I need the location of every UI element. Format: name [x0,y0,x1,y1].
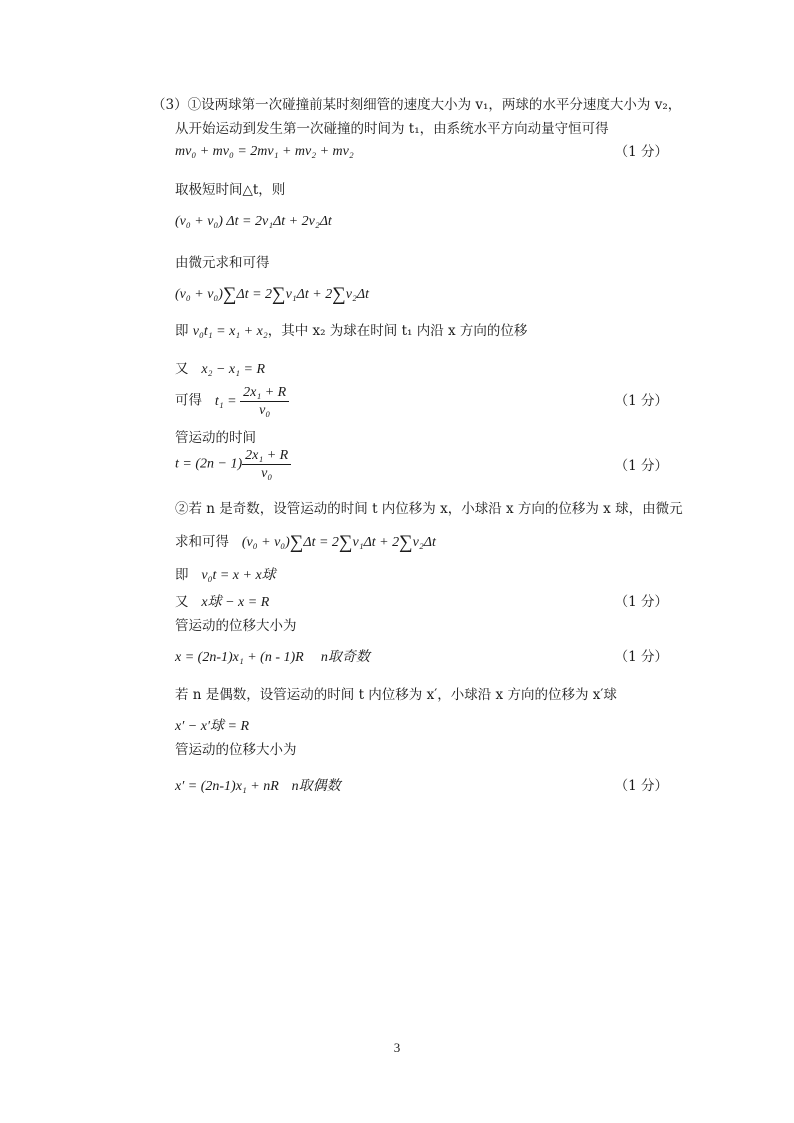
equation-v0t1: v₀t₁ = x₁ + x₂ [192,324,268,339]
score-label: （1 分） [614,594,668,610]
equation-x-even: x′ = (2n-1)x₁ + nR [175,779,279,794]
text-part: ，其中 x₂ 为球在时间 t₁ 内沿 x 方向的位移 [267,323,528,339]
sigma-symbol: ∑ [399,532,413,553]
text-part: 即 [175,323,193,339]
text-part: 又 [175,361,193,377]
text-line [175,593,269,612]
sigma-symbol: ∑ [338,532,353,553]
equation-dt: (v₀ + v₀) Δt = 2v₁Δt + 2v₂Δt [175,214,332,229]
fraction [240,384,289,419]
page-number: 3 [393,1040,401,1055]
sigma-symbol: ∑ [332,284,346,305]
equation-t [175,447,291,482]
score-label: （1 分） [614,649,668,665]
eq-part: v₁Δt + 2 [352,535,400,550]
score-label: （1 分） [614,393,668,409]
text-line: 若 n 是偶数，设管运动的时间 t 内位移为 x′，小球沿 x 方向的位移为 x′球 [175,687,617,703]
text-line [175,566,276,585]
text-line [175,533,436,552]
text-line: 取极短时间△t，则 [175,182,286,198]
text-line [175,648,370,667]
text-part: 求和可得 [175,534,234,550]
text-line [175,777,341,796]
fraction-numerator: 2x₁ + R [240,384,289,402]
eq-part: v₂Δt [345,287,369,302]
text-line [175,360,265,379]
equation-sum [175,286,369,304]
sigma-symbol: ∑ [272,284,286,305]
equation-x-odd: x = (2n-1)x₁ + (n - 1)R [175,650,304,665]
condition-even: n取偶数 [291,779,341,794]
text-line: 管运动的时间 [175,430,256,446]
score-label: （1 分） [614,144,668,160]
sigma-symbol: ∑ [222,284,237,305]
text-line: 从开始运动到发生第一次碰撞的时间为 t₁，由系统水平方向动量守恒可得 [175,121,609,137]
sigma-symbol: ∑ [289,532,304,553]
fraction-denominator: v₀ [259,403,271,418]
text-part: 又 [175,594,193,610]
equation-v0t: v₀t = x + x球 [201,568,276,583]
equation-t1 [214,385,289,418]
fraction-numerator: 2x₁ + R [242,447,291,465]
score-label: （1 分） [614,778,668,794]
fraction-denominator: v₀ [261,466,273,481]
eq-part: Δt = 2 [236,287,273,302]
eq-part: v₂Δt [412,535,436,550]
condition-odd: n取奇数 [320,650,370,665]
text-line: 管运动的位移大小为 [175,742,297,758]
eq-part: Δt = 2 [303,535,339,550]
eq-part: v₁Δt + 2 [285,287,333,302]
text-line: 由微元求和可得 [175,255,270,271]
equation-momentum: mv₀ + mv₀ = 2mv₁ + mv₂ + mv₂ [175,144,354,159]
text-line [175,322,527,341]
text-line [175,384,289,419]
text-line: ②若 n 是奇数，设管运动的时间 t 内位移为 x，小球沿 x 方向的位移为 x 球，由微元 [175,501,683,517]
eq-part: (v₀ + v₀) [175,287,223,302]
eq-part: t = (2n − 1) [175,456,243,472]
eq-part: t₁ = [214,393,237,409]
equation-x2x1: x₂ − x₁ = R [201,362,265,377]
eq-part: (v₀ + v₀) [241,535,290,550]
equation-xball: x球 − x = R [201,595,270,610]
equation-sum-2 [241,532,436,553]
text-line: （3）①设两球第一次碰撞前某时刻细管的速度大小为 v₁，两球的水平分速度大小为 v₂， [152,97,682,113]
equation-xp: x′ − x′球 = R [175,719,249,734]
text-part: 即 [175,567,193,583]
text-part: 可得 [175,392,207,409]
text-line: 管运动的位移大小为 [175,618,297,634]
fraction [242,447,291,482]
score-label: （1 分） [614,458,668,474]
